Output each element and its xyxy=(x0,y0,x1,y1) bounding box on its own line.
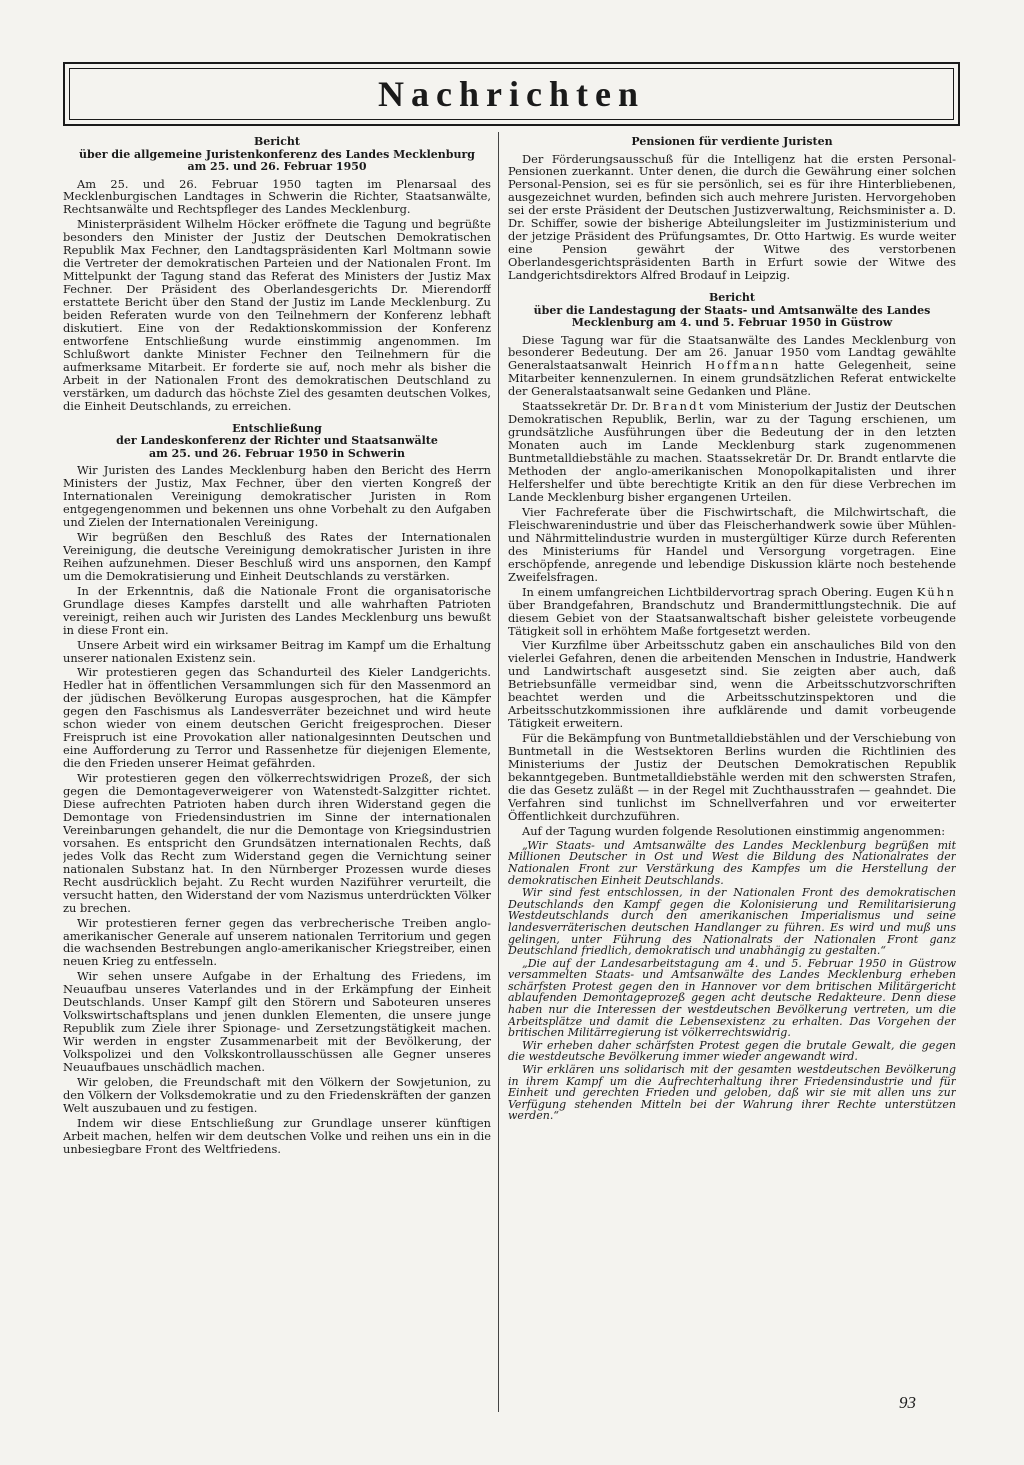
paragraph: Wir sehen unsere Aufgabe in der Erhaltung des Friedens, im Neuaufbau unseres Vaterlandes und in der Erkämpfung der Einheit Deutschlands. Unser Kampf gilt den Störern und Saboteuren unseres Volkswirtschaftsplans und jenen dunklen Elementen, die unsere junge Republik zum Ziele ihrer Spionage- und Zersetzungstätigkeit machen. Wir werden in engster Zusammenarbeit mit der Bevölkerung, der Volkspolizei und den Volkskontrollausschüssen alle Gegner unseres Neuaufbaues unschädlich machen. xyxy=(63,969,491,1075)
paragraph: Vier Fachreferate über die Fischwirtschaft, die Milchwirtschaft, die Fleischwarenindustrie und über das Fleischerhandwerk sowie über Mühlen- und Nährmittelindustrie wurden in mustergültiger Kürze durch Referenten des Ministeriums für Handel und Versorgung vorgetragen. Eine erschöpfende, anregende und lebendige Diskussion klärte noch bestehende Zweifelsfragen. xyxy=(508,504,956,584)
paragraph: Wir geloben, die Freundschaft mit den Völkern der Sowjetunion, zu den Völkern der Volksdemokratie und zu den Friedenskräften der ganzen Welt auszubauen und zu festigen. xyxy=(63,1075,491,1115)
section-heading-pensionen: Pensionen für verdiente Juristen xyxy=(631,135,833,148)
section-heading-entschliessung: Entschließung der Landeskonferenz der Richter und Staatsanwälte am 25. und 26. Februar 1950 in Schwerin xyxy=(116,421,438,460)
paragraph: Indem wir diese Entschließung zur Grundlage unserer künftigen Arbeit machen, helfen wir dem deutschen Volke und reihen uns ein in die unbesiegbare Front des Weltfriedens. xyxy=(63,1115,491,1156)
resolution-paragraph: „Wir Staats- und Amtsanwälte des Landes Mecklenburg begrüßen mit Millionen Deutscher in Ost und West die Bildung des Nationalrates der Nationalen Front zur Verstärkung des Kampfes um die Herstellung der demokratischen Einheit Deutschlands. xyxy=(508,838,956,887)
paragraph: Wir protestieren gegen den völkerrechtswidrigen Prozeß, der sich gegen die Demontageverweigerer von Watenstedt-Salzgitter richtet. Diese aufrechten Patrioten haben durch ihren Widerstand gegen die Demontage von Friedensindustrien im Sinne der internationalen Vereinbarungen gehandelt, die nur die Demontage von Kriegsindustrien vorsahen. Es entspricht den Grundsätzen internationalen Rechts, daß jedes Volk das Recht zum Widerstand gegen die Vernichtung seiner nationalen Substanz hat. In den Nürnberger Prozessen wurde dieses Recht ausdrücklich bejaht. Zu Recht wurden Naziführer verurteilt, die versucht hatten, den Widerstand der vom Nazismus unterdrückten Völker zu brechen. xyxy=(63,771,491,915)
paragraph: In der Erkenntnis, daß die Nationale Front die organisatorische Grundlage dieses Kampfes darstellt und alle wahrhaften Patrioten vereinigt, reihen auch wir Juristen des Landes Mecklenburg uns bewußt in diese Front ein. xyxy=(63,583,491,637)
paragraph: Wir begrüßen den Beschluß des Rates der Internationalen Vereinigung, die deutsche Vereinigung demokratischer Juristen in ihre Reihen aufzunehmen. Dieser Beschluß wird uns anspornen, den Kampf um die Demokratisierung und Einheit Deutschlands zu verstärken. xyxy=(63,529,491,583)
paragraph: Auf der Tagung wurden folgende Resolutionen einstimmig angenommen: xyxy=(522,823,946,838)
paragraph: Am 25. und 26. Februar 1950 tagten im Plenarsaal des Mecklenburgischen Landtages in Schwerin die Richter, Staatsanwälte, Rechtsanwälte und Rechtspfleger des Landes Mecklenburg. xyxy=(63,176,491,217)
resolution-paragraph: „Die auf der Landesarbeitstagung am 4. und 5. Februar 1950 in Güstrow versammelten Staats- und Amtsanwälte des Landes Mecklenburg erheben schärfsten Protest gegen den in Hannover vor dem britischen Militärgericht ablaufenden Demontageprozeß gegen acht deutsche Redakteure. Denn diese haben nur die Interessen der westdeutschen Bevölkerung vertreten, um die Arbeitsplätze und damit die Lebensexistenz zu erhalten. Das Vorgehen der britischen Militärregierung ist völkerrechtswidrig. xyxy=(508,956,956,1040)
paragraph: Wir Juristen des Landes Mecklenburg haben den Bericht des Herrn Ministers der Justiz, Max Fechner, über den vierten Kongreß der Internationalen Vereinigung demokratischer Juristen in Rom entgegengenommen und bekennen uns ohne Vorbehalt zu den Aufgaben und Zielen der Internationalen Vereinigung. xyxy=(63,463,491,529)
paragraph: Diese Tagung war für die Staatsanwälte des Landes Mecklenburg von besonderer Bedeutung. Der am 26. Januar 1950 vom Landtag gewählte Generalstaatsanwalt Heinrich Hoffmann hatte Gelegenheit, seine Mitarbeiter kennenzulernen. In einem grundsätzlichen Referat entwickelte der Generalstaatsanwalt seine Gedanken und Pläne. xyxy=(508,332,956,399)
column-divider xyxy=(498,132,499,1412)
spaced-name: Kühn xyxy=(916,584,956,599)
section-heading-landestagung: Bericht über die Landestagung der Staats- und Amtsanwälte des Landes Mecklenburg am 4. und 5. Februar 1950 in Güstrow xyxy=(533,291,931,330)
right-column xyxy=(508,130,956,1430)
header-box xyxy=(63,62,960,126)
paragraph: Unsere Arbeit wird ein wirksamer Beitrag im Kampf um die Erhaltung unserer nationalen Existenz sein. xyxy=(63,637,491,665)
paragraph: Wir protestieren gegen das Schandurteil des Kieler Landgerichts. Hedler hat in öffentlichen Versammlungen sich für den Massenmord an der jüdischen Bevölkerung Europas ausgesprochen, hat die Kämpfer gegen den Faschismus als Landesverräter bezeichnet und wird heute schon wieder von einem deutschen Gericht freigesprochen. Dieser Freispruch ist eine Provokation aller nationalgesinnten Deutschen und eine Aufforderung zu Terror und Rassenhetze für diejenigen Elemente, die den Frieden unserer Heimat gefährden. xyxy=(63,665,491,771)
paragraph: Staatssekretär Dr. Dr. Brandt vom Ministerium der Justiz der Deutschen Demokratischen Republik, Berlin, war zu der Tagung erschienen, um grundsätzliche Ausführungen über die Bedeutung der in den letzten Monaten auch im Lande Mecklenburg stark zugenommenen Buntmetalldiebstähle zu machen. Staatssekretär Dr. Dr. Brandt entlarvte die Methoden der anglo-amerikanischen Monopolkapitalisten und ihrer Helfershelfer und übte berechtigte Kritik an den für diese Verbrechen im Lande Mecklenburg bisher ergangenen Urteilen. xyxy=(508,399,956,504)
paragraph: Vier Kurzfilme über Arbeitsschutz gaben ein anschauliches Bild von den vielerlei Gefahren, denen die arbeitenden Menschen in Industrie, Handwerk und Landwirtschaft ausgesetzt sind. Sie zeigten aber auch, daß Betriebsunfälle vermeidbar sind, wenn die Arbeitsschutzvorschriften beachtet werden und die Arbeitsschutzinspektoren und die Arbeitsschutzkommissionen ihre aufklärende und damit vorbeugende Tätigkeit erweitern. xyxy=(508,638,956,731)
section-heading-bericht-juristenkonferenz: Bericht über die allgemeine Juristenkonferenz des Landes Mecklenburg am 25. und 26. Februar 1950 xyxy=(79,135,475,173)
paragraph: Der Förderungsausschuß für die Intelligenz hat die ersten Personal-Pensionen zuerkannt. Unter denen, die durch die Gewährung einer solchen Personal-Pension, sei es für sie persönlich, sei es für ihre Hinterbliebenen, ausgezeichnet wurden, befinden sich auch mehrere Juristen. Hervorgehoben sei der erste Präsident der Deutschen Justizverwaltung, Reichsminister a. D. Dr. Schiffer, sowie der bisherige Abteilungsleiter im Justizministerium und der jetzige Präsident des Prüfungsamtes, Dr. Otto Hartwig. Es wurde weiter eine Pension gewährt der Witwe des verstorbenen Oberlandesgerichtspräsidenten Barth in Erfurt sowie der Witwe des Landgerichtsdirektors Alfred Brodauf in Leipzig. xyxy=(508,151,956,283)
paragraph: Für die Bekämpfung von Buntmetalldiebstählen und der Verschiebung von Buntmetall in die Westsektoren Berlins wurden die Richtlinien des Ministeriums der Justiz der Deutschen Demokratischen Republik bekanntgegeben. Buntmetalldiebstähle werden mit den schwersten Strafen, die das Gesetz zuläßt — in der Regel mit Zuchthausstrafen — geahndet. Die Verfahren sind tunlichst im Schnellverfahren und vor erweiterter Öffentlichkeit durchzuführen. xyxy=(508,731,956,823)
spaced-name: Hoffmann xyxy=(705,358,781,373)
spaced-name: Brandt xyxy=(652,399,706,414)
paragraph: Ministerpräsident Wilhelm Höcker eröffnete die Tagung und begrüßte besonders den Minister der Justiz der Deutschen Demokratischen Republik Max Fechner, den Landtagspräsidenten Karl Moltmann sowie die Vertreter der demokratischen Parteien und der Nationalen Front. Im Mittelpunkt der Tagung stand das Referat des Ministers der Justiz Max Fechner. Der Präsident des Oberlandesgerichts Dr. Mierendorff erstattete Bericht über den Stand der Justiz im Lande Mecklenburg. Zu beiden Referaten wurde von den Teilnehmern der Konferenz lebhaft diskutiert. Eine von der Redaktionskommission der Konferenz entworfene Entschließung wurde einstimmig angenommen. Im Schlußwort dankte Minister Fechner den Teilnehmern für die aufmerksame Mitarbeit. Er forderte sie auf, noch mehr als bisher die Arbeit in der Nationalen Front des demokratischen Deutschland zu verstärken, um dadurch das höchste Ziel des gesamten deutschen Volkes, die Einheit Deutschlands, zu erreichen. xyxy=(63,217,491,413)
resolution-paragraph: Wir erklären uns solidarisch mit der gesamten westdeutschen Bevölkerung in ihrem Kampf um die Aufrechterhaltung ihrer Friedensindustrie und für Einheit und gerechten Frieden und geloben, daß wir sie mit allen uns zur Verfügung stehenden Mitteln bei der Wahrung ihrer Rechte unterstützen werden.“ xyxy=(508,1063,956,1123)
resolution-paragraph: Wir sind fest entschlossen, in der Nationalen Front des demokratischen Deutschlands den Kampf gegen die Kolonisierung und Remilitarisierung Westdeutschlands durch den amerikanischen Imperialismus und seine landesverräterischen deutschen Handlanger zu führen. Es wird und muß uns gelingen, unter Führung des Nationalrats der Nationalen Front ganz Deutschland friedlich, demokratisch und unabhängig zu gestalten.“ xyxy=(508,886,956,958)
page-number: 93 xyxy=(899,1393,916,1412)
page-title: Nachrichten xyxy=(378,74,645,114)
resolution-paragraph: Wir erheben daher schärfsten Protest gegen die brutale Gewalt, die gegen die westdeutsche Bevölkerung immer wieder angewandt wird. xyxy=(508,1038,956,1064)
paragraph: Wir protestieren ferner gegen das verbrecherische Treiben anglo-amerikanischer Generale auf unserem nationalen Territorium und gegen die wachsenden Bestrebungen anglo-amerikanischer Kriegstreiber, einen neuen Krieg zu entfesseln. xyxy=(63,915,491,969)
paragraph: In einem umfangreichen Lichtbildervortrag sprach Obering. Eugen Kühn über Brandgefahren, Brandschutz und Brandermittlungstechnik. Die auf diesem Gebiet von der Staatsanwaltschaft bisher geleistete vorbeugende Tätigkeit soll in erhöhtem Maße fortgesetzt werden. xyxy=(508,584,956,638)
left-column xyxy=(63,130,491,1420)
